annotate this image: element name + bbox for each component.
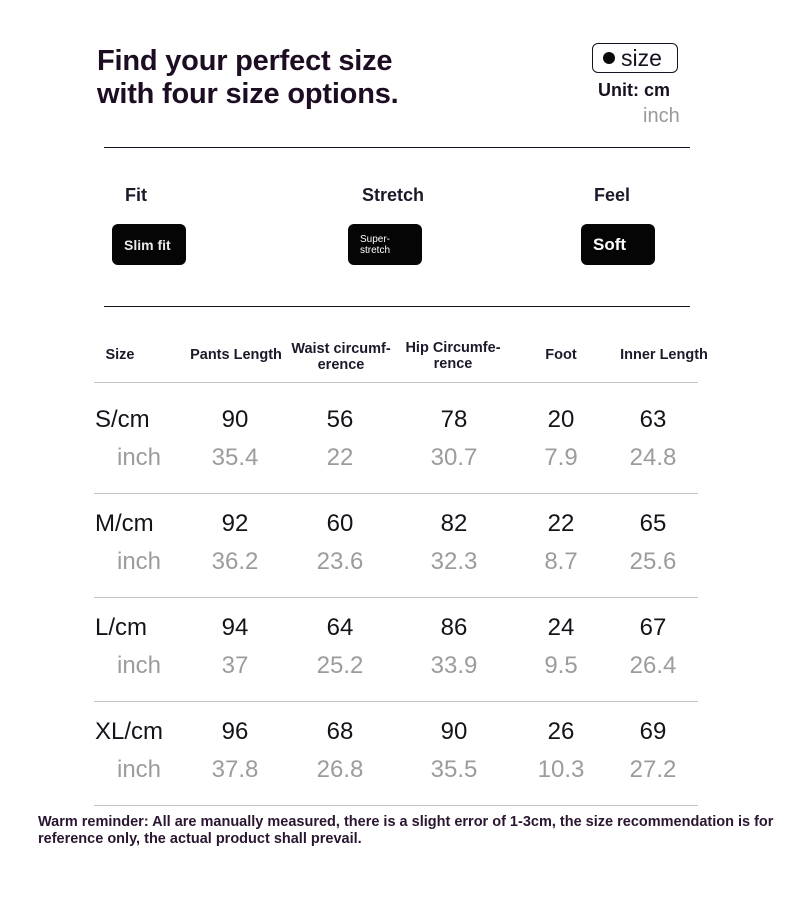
cell-waist-inch: 25.2 bbox=[316, 652, 364, 679]
cell-foot-inch: 10.3 bbox=[537, 756, 585, 783]
cell-foot-cm: 20 bbox=[547, 406, 575, 433]
cell-inner-length-cm: 67 bbox=[639, 614, 667, 641]
row-size-label: L/cm bbox=[95, 614, 148, 641]
cell-foot-cm: 26 bbox=[547, 718, 575, 745]
divider-middle bbox=[104, 306, 690, 307]
cell-foot-inch: 9.5 bbox=[544, 652, 578, 679]
cell-pants-length-inch: 37 bbox=[221, 652, 249, 679]
cell-foot-cm: 24 bbox=[547, 614, 575, 641]
table-divider bbox=[94, 805, 698, 806]
header-size: Size bbox=[105, 347, 135, 363]
feel-label: Feel bbox=[594, 185, 631, 205]
row-size-label: M/cm bbox=[95, 510, 154, 537]
cell-inner-length-inch: 26.4 bbox=[629, 652, 677, 679]
size-badge bbox=[592, 43, 678, 73]
fit-label: Fit bbox=[125, 185, 147, 205]
row-inch-label: inch bbox=[117, 548, 162, 575]
cell-pants-length-inch: 35.4 bbox=[211, 444, 259, 471]
row-size-label: XL/cm bbox=[95, 718, 164, 745]
cell-pants-length-cm: 90 bbox=[221, 406, 249, 433]
header-waist-line-2: erence bbox=[317, 357, 365, 373]
row-size-label: S/cm bbox=[95, 406, 150, 433]
bullet-dot-icon bbox=[603, 52, 615, 64]
feel-value: Soft bbox=[593, 234, 627, 254]
fit-badge bbox=[112, 224, 186, 265]
row-inch-label: inch bbox=[117, 756, 162, 783]
cell-inner-length-cm: 63 bbox=[639, 406, 667, 433]
stretch-badge bbox=[348, 224, 422, 265]
page-title bbox=[97, 45, 517, 111]
table-divider bbox=[94, 493, 698, 494]
cell-waist-cm: 60 bbox=[326, 510, 354, 537]
cell-foot-inch: 8.7 bbox=[544, 548, 578, 575]
cell-hip-inch: 35.5 bbox=[430, 756, 478, 783]
fit-value: Slim fit bbox=[124, 236, 171, 253]
header-pants-length: Pants Length bbox=[190, 347, 282, 363]
unit-inch-label: inch bbox=[643, 105, 680, 127]
cell-hip-cm: 86 bbox=[440, 614, 468, 641]
cell-pants-length-inch: 36.2 bbox=[211, 548, 259, 575]
cell-foot-cm: 22 bbox=[547, 510, 575, 537]
header-waist-line-1: Waist circumf- bbox=[291, 341, 391, 357]
cell-pants-length-cm: 96 bbox=[221, 718, 249, 745]
row-inch-label: inch bbox=[117, 444, 162, 471]
cell-inner-length-inch: 25.6 bbox=[629, 548, 677, 575]
cell-pants-length-cm: 92 bbox=[221, 510, 249, 537]
stretch-value-line-1: Super- bbox=[360, 233, 391, 245]
cell-pants-length-inch: 37.8 bbox=[211, 756, 259, 783]
cell-hip-cm: 82 bbox=[440, 510, 468, 537]
table-divider bbox=[94, 597, 698, 598]
table-divider bbox=[94, 382, 698, 383]
title-line-1: Find your perfect size bbox=[97, 45, 393, 77]
feel-badge bbox=[581, 224, 655, 265]
cell-hip-inch: 33.9 bbox=[430, 652, 478, 679]
cell-inner-length-inch: 27.2 bbox=[629, 756, 677, 783]
cell-waist-inch: 26.8 bbox=[316, 756, 364, 783]
header-inner-length: Inner Length bbox=[620, 347, 708, 363]
header-hip-line-1: Hip Circumfe- bbox=[405, 340, 501, 356]
stretch-label: Stretch bbox=[362, 185, 425, 205]
row-inch-label: inch bbox=[117, 652, 162, 679]
header-waist bbox=[290, 341, 392, 373]
cell-waist-cm: 56 bbox=[326, 406, 354, 433]
cell-waist-cm: 68 bbox=[326, 718, 354, 745]
divider-top bbox=[104, 147, 690, 148]
cell-foot-inch: 7.9 bbox=[544, 444, 578, 471]
cell-hip-cm: 90 bbox=[440, 718, 468, 745]
cell-waist-inch: 23.6 bbox=[316, 548, 364, 575]
cell-inner-length-cm: 65 bbox=[639, 510, 667, 537]
cell-inner-length-cm: 69 bbox=[639, 718, 667, 745]
cell-pants-length-cm: 94 bbox=[221, 614, 249, 641]
cell-hip-inch: 32.3 bbox=[430, 548, 478, 575]
header-hip bbox=[402, 340, 504, 372]
cell-waist-inch: 22 bbox=[326, 444, 354, 471]
cell-hip-inch: 30.7 bbox=[430, 444, 478, 471]
stretch-value-line-2: stretch bbox=[360, 244, 391, 256]
header-hip-line-2: rence bbox=[433, 356, 473, 372]
cell-waist-cm: 64 bbox=[326, 614, 354, 641]
size-badge-label: size bbox=[621, 45, 662, 71]
cell-inner-length-inch: 24.8 bbox=[629, 444, 677, 471]
warm-reminder-note: Warm reminder: All are manually measured, there is a slight error of 1-3cm, the size recommendation is for reference only, the actual product shall prevail. bbox=[38, 814, 774, 847]
unit-cm-label: Unit: cm bbox=[598, 80, 670, 100]
table-divider bbox=[94, 701, 698, 702]
header-foot: Foot bbox=[545, 347, 577, 363]
cell-hip-cm: 78 bbox=[440, 406, 468, 433]
title-line-2: with four size options. bbox=[97, 78, 399, 110]
